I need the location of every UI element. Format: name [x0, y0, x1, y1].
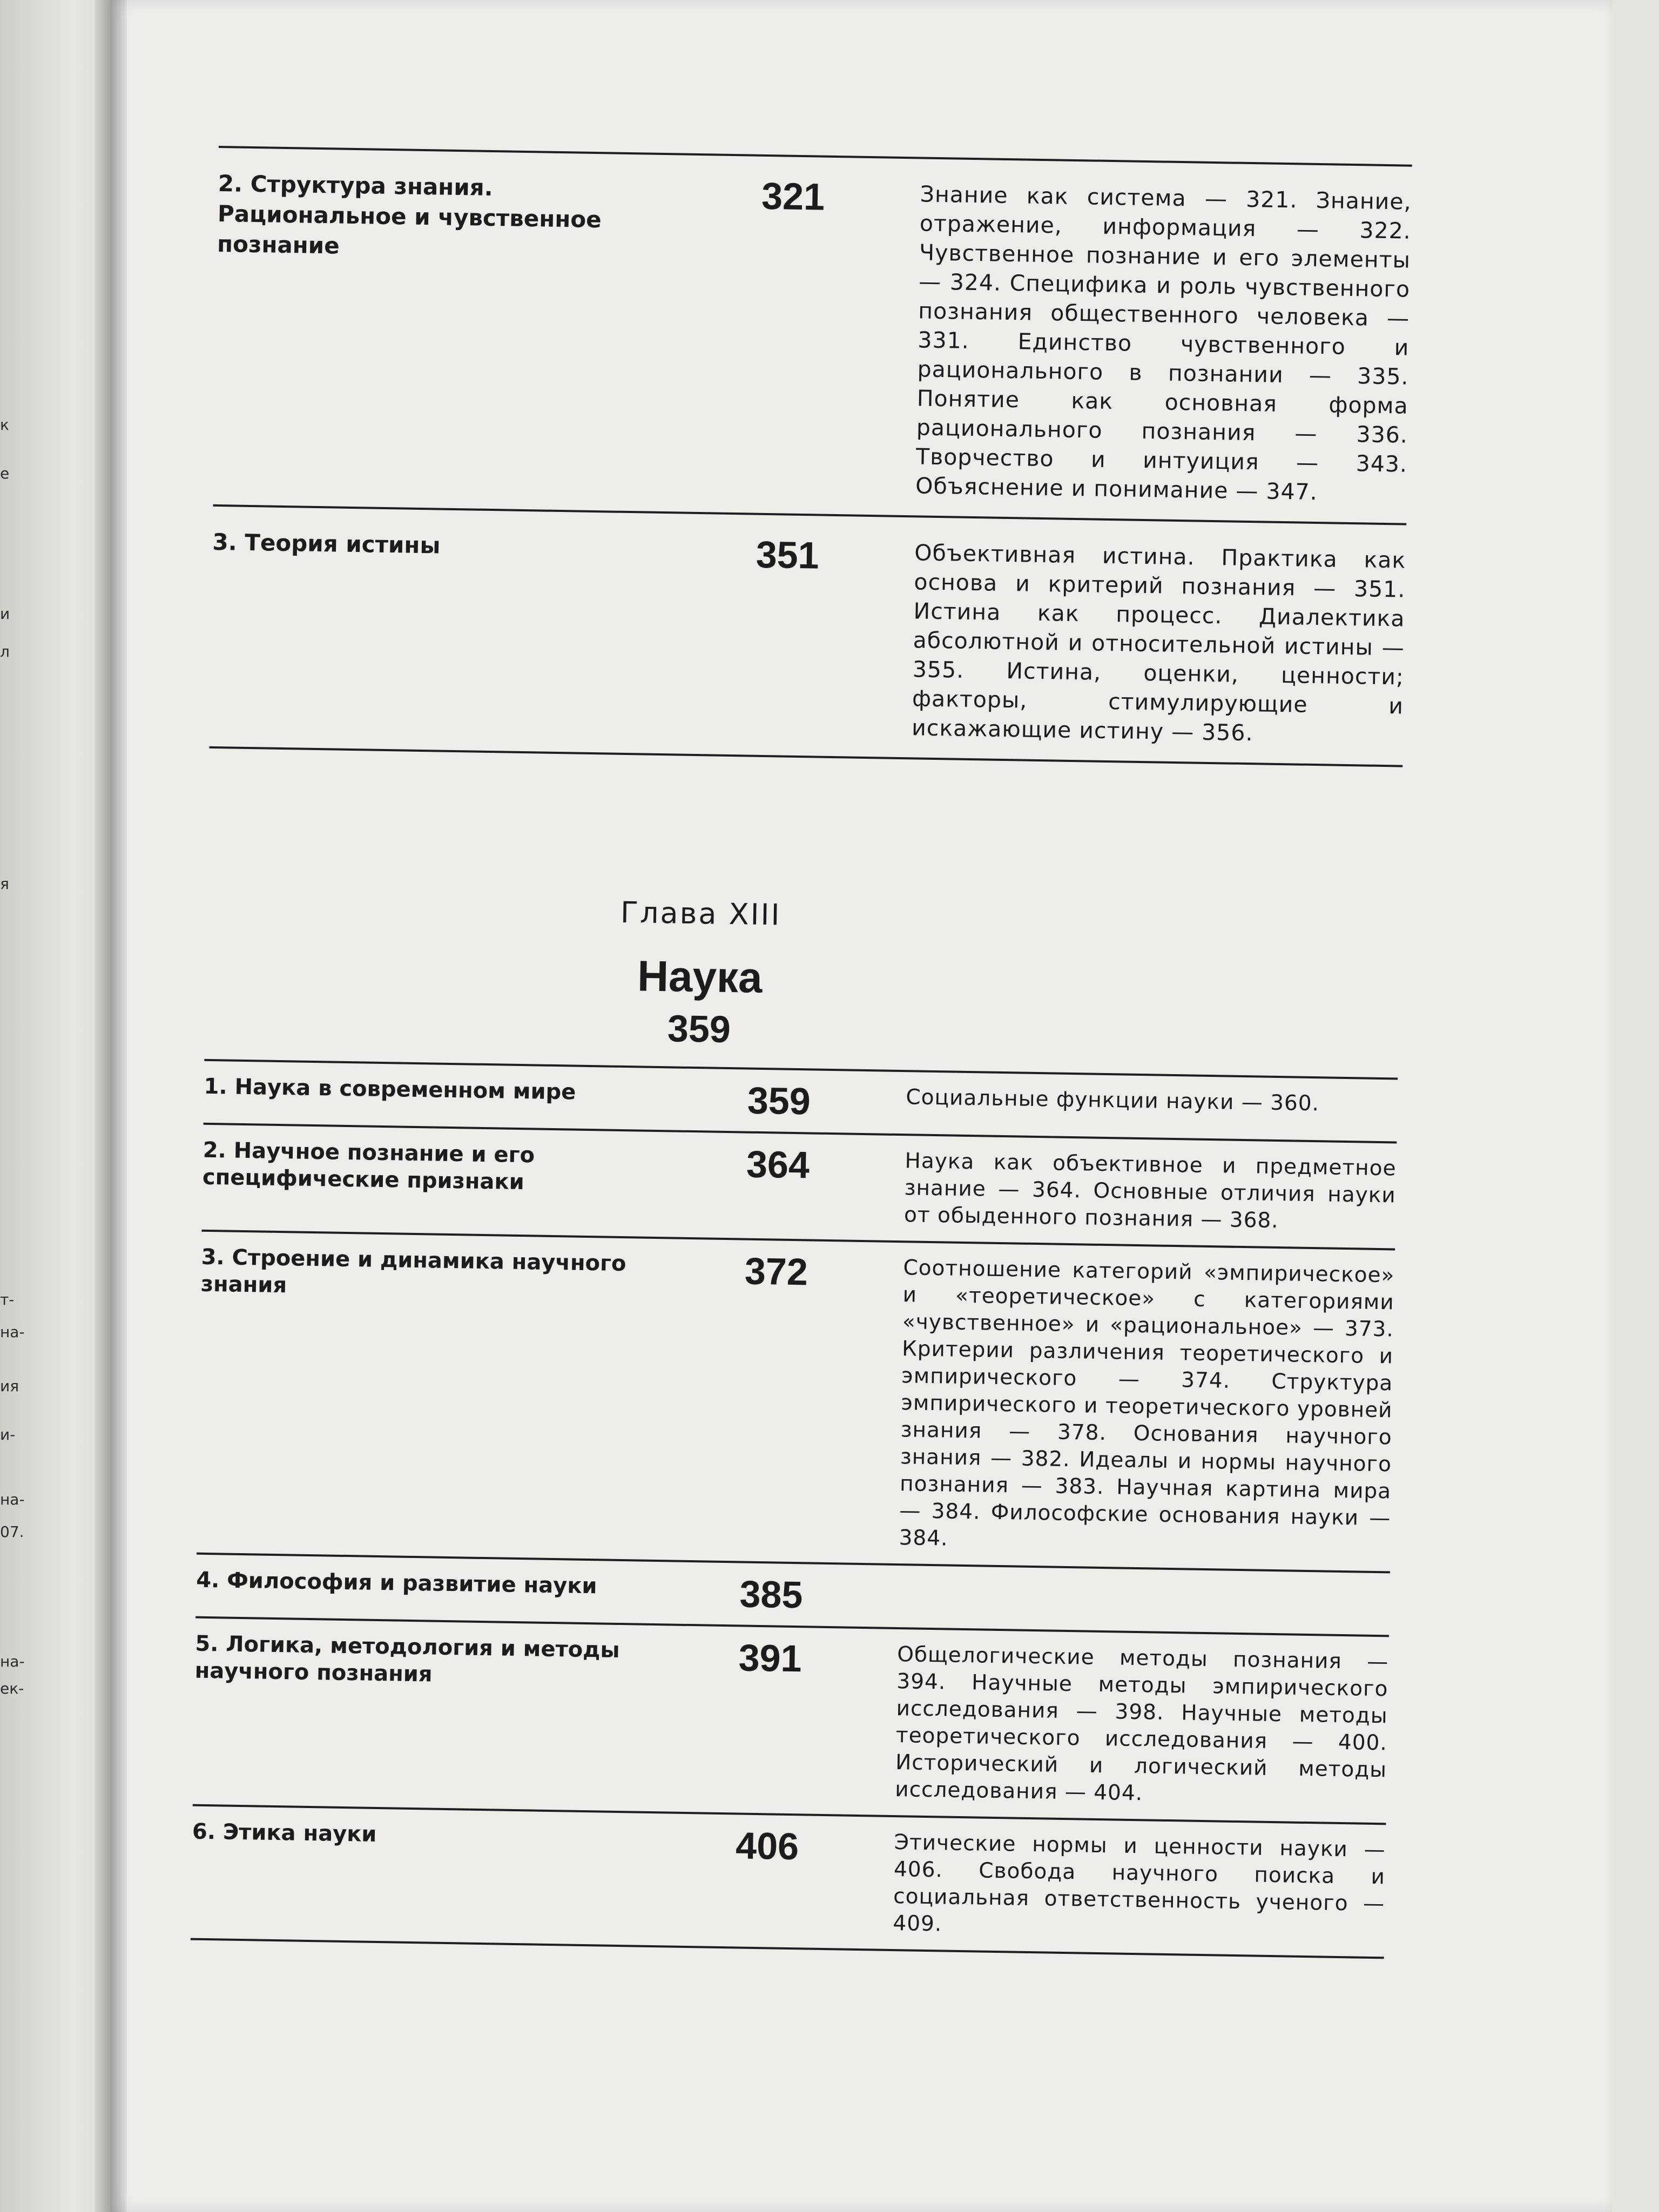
section-page-number: 372: [744, 1250, 808, 1293]
section-title: 6. Этика науки: [192, 1819, 377, 1847]
section-page-number: 391: [738, 1636, 802, 1680]
left-page-fragment: е: [0, 464, 10, 482]
left-page-fragment: л: [0, 643, 10, 660]
left-page-fragment: ек-: [0, 1680, 24, 1697]
section-description: Этические нормы и ценности науки — 406. Свобода научного поиска и социальная ответственность ученого — 409.: [893, 1830, 1386, 1937]
section-title: 5. Логика, методология и методы научного познания: [194, 1631, 621, 1687]
section-description: Наука как объективное и предметное знание — 364. Основные отличия науки от обыденного познания — 368.: [903, 1149, 1397, 1233]
section-title: 4. Философия и развитие науки: [195, 1567, 597, 1599]
left-page-fragment: т-: [0, 1291, 15, 1309]
sections-after-chapter: [191, 1061, 1398, 1957]
chapter-heading: [0, 745, 1402, 1078]
toc-section: [191, 1804, 1386, 1957]
section-description: Объективная истина. Практика как основа и критерий познания — 351. Истина как процесс. Диалектика абсолютной и относительной истины — 355. Истина, оценки, ценности; факторы, стимулирующие и искажающие истину — 356.: [911, 539, 1406, 746]
toc-section: [201, 1123, 1397, 1249]
toc-section: [210, 504, 1407, 765]
left-page-fragment: на-: [0, 1653, 25, 1670]
chapter-title: Наука: [637, 952, 763, 1002]
section-description: Социальные функции науки — 360.: [906, 1085, 1320, 1116]
section-description: Знание как система — 321. Знание, отражение, информация — 322. Чувственное познание и его элементы — 324. Специфика и роль чувственного познания общественного человека — 331. Единство чувственного и рационального в познании — 335. Понятие как основная форма рационального познания — 336. Творчество и интуиция — 343. Объяснение и понимание — 347.: [915, 181, 1412, 505]
left-page-fragment: 07.: [0, 1523, 24, 1541]
chapter-label: Глава XIII: [620, 895, 781, 932]
section-description: [898, 1577, 1390, 1623]
section-title: 3. Строение и динамика научного знания: [200, 1244, 626, 1298]
section-page-number: 406: [735, 1824, 799, 1868]
left-page-fragment: я: [0, 875, 9, 893]
section-page-number: 385: [739, 1573, 803, 1616]
left-page-fragment: к: [0, 416, 9, 434]
section-page-number: 351: [756, 533, 820, 577]
book-gutter: [95, 0, 127, 2212]
chapter-page-number: 359: [667, 1007, 731, 1051]
toc-section: [213, 148, 1412, 523]
section-page-number: 364: [746, 1143, 810, 1186]
left-page-fragment: на-: [0, 1323, 25, 1341]
left-page-fragment: на-: [0, 1491, 25, 1508]
section-page-number: 359: [747, 1079, 811, 1123]
section-title: 2. Научное познание и его специфические признаки: [202, 1137, 535, 1195]
sections-before-chapter: [210, 148, 1412, 765]
left-page-fragment: и: [0, 605, 10, 623]
book-page: [111, 0, 1612, 2212]
section-description: Соотношение категорий «эмпирическое» и «теоретическое» с категориями «чувственное» и «рациональное» — 373. Критерии различения теоретического и эмпирического — 374. Структура эмпирического и теоретического уровней знания — 378. Основания научного знания — 382. Идеалы и нормы научного познания — 383. Научная картина мира — 384. Философские основания науки — 384.: [899, 1256, 1395, 1551]
toc-section: [197, 1230, 1395, 1572]
left-page-fragment: и-: [0, 1426, 16, 1444]
section-title: 1. Наука в современном мире: [204, 1074, 576, 1105]
toc-section: [193, 1616, 1389, 1823]
section-title: 2. Структура знания. Рациональное и чувственное познание: [217, 170, 602, 259]
section-page-number: 321: [761, 174, 825, 218]
section-title: 3. Теория истины: [212, 528, 441, 559]
left-page-fragment: ия: [0, 1377, 19, 1395]
table-of-contents: [191, 146, 1412, 1959]
section-description: Общелогические методы познания — 394. Научные методы эмпирического исследования — 398. Научные методы теоретического исследования — 400. Исторический и логический методы исследования — 404.: [894, 1642, 1389, 1806]
